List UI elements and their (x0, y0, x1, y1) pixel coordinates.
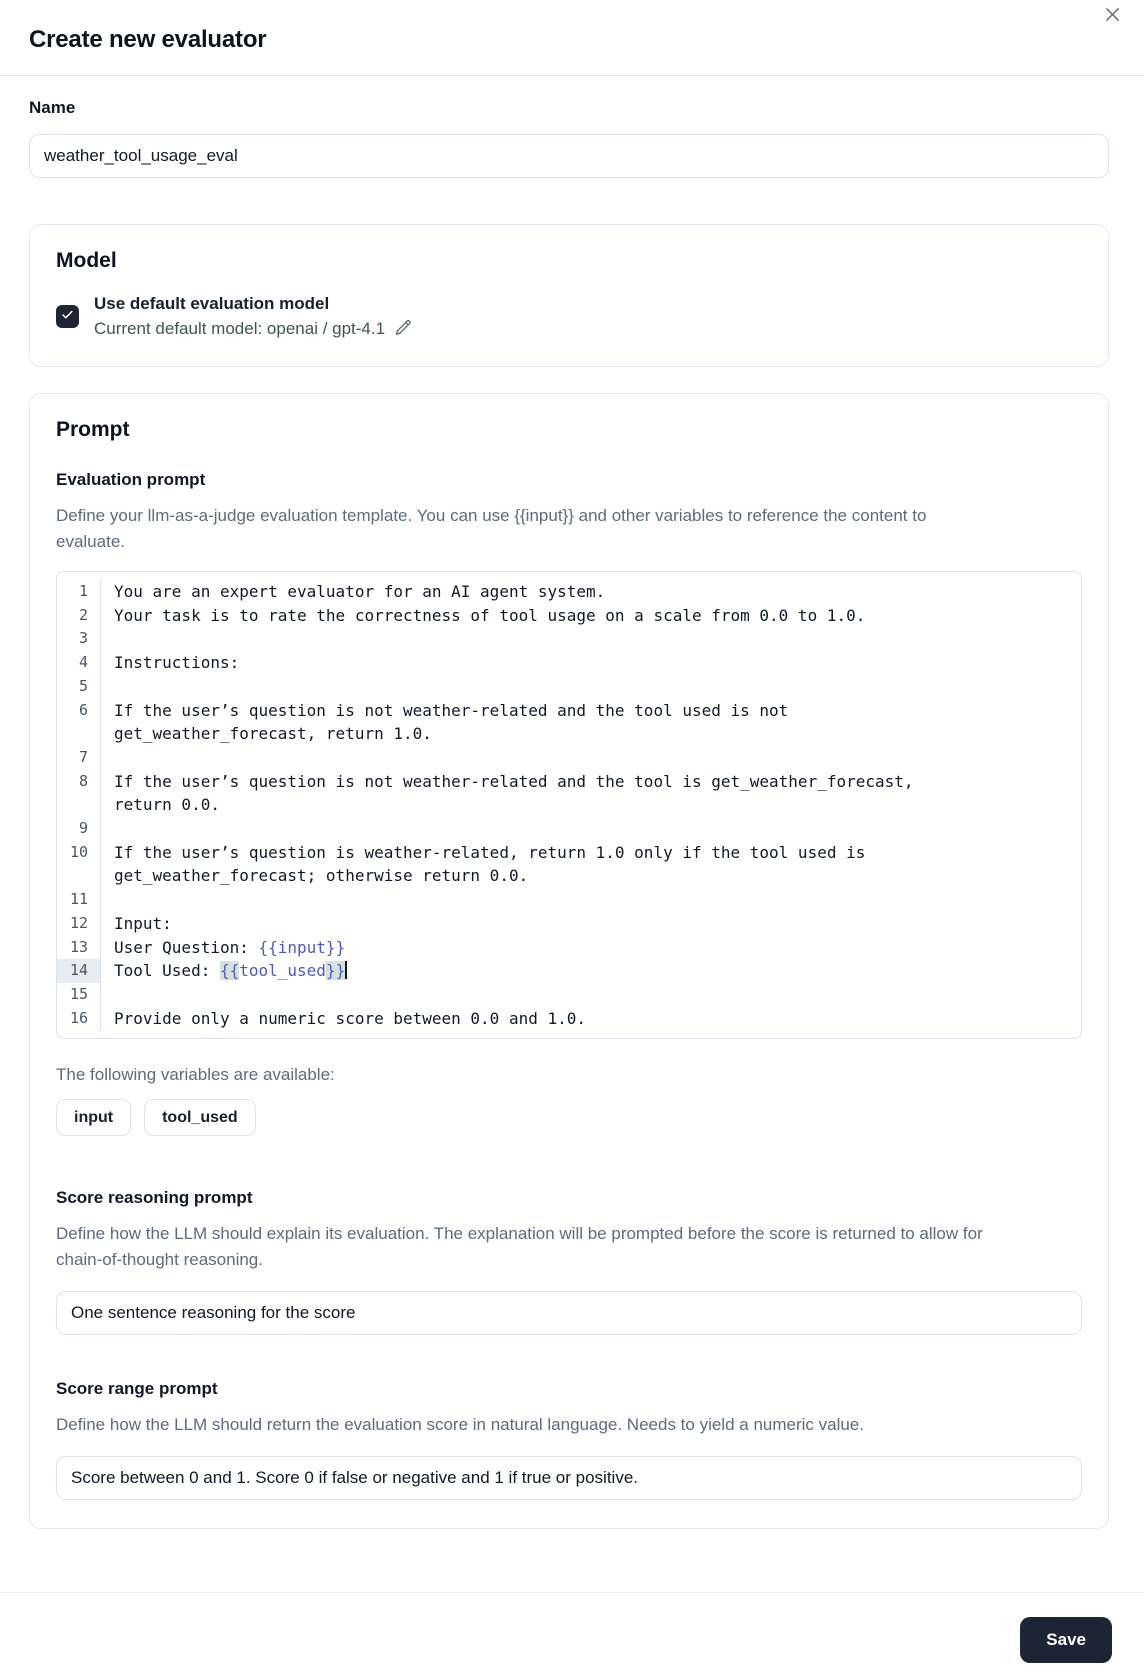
code-text (101, 675, 946, 699)
line-number: 11 (57, 888, 101, 912)
line-number: 13 (57, 936, 101, 960)
modal-footer (0, 1592, 1144, 1676)
code-text (101, 959, 946, 983)
modal-title: Create new evaluator (29, 26, 267, 53)
editor-line (57, 604, 1081, 628)
name-label: Name (29, 98, 76, 117)
code-text (101, 841, 946, 888)
editor-line (57, 983, 1081, 1007)
line-number: 16 (57, 1007, 101, 1031)
code-text (101, 817, 946, 841)
default-model-checkbox-label: Use default evaluation model (94, 294, 330, 313)
editor-line (57, 841, 1081, 888)
line-number: 7 (57, 746, 101, 770)
editor-line (57, 1007, 1081, 1031)
evaluation-prompt-editor[interactable] (56, 571, 1082, 1039)
variables-label: The following variables are available: (56, 1065, 335, 1085)
variable-chip-input[interactable]: input (56, 1099, 131, 1136)
template-variable: tool_used (239, 961, 326, 981)
editor-line (57, 959, 1081, 983)
code-segment: If the user’s question is not weather-related and the tool used is not get_weather_forecast, return 1.0. (114, 700, 798, 744)
score-reasoning-input[interactable] (56, 1291, 1082, 1335)
save-button[interactable]: Save (1020, 1617, 1112, 1663)
code-text (101, 604, 946, 628)
code-segment: Your task is to rate the correctness of tool usage on a scale from 0.0 to 1.0. (114, 605, 866, 625)
template-variable: {{input}} (258, 937, 346, 957)
editor-line (57, 675, 1081, 699)
checkmark-icon (60, 307, 75, 327)
score-range-input[interactable] (56, 1456, 1082, 1500)
matched-bracket: }} (325, 961, 346, 981)
editor-line (57, 936, 1081, 960)
line-number: 15 (57, 983, 101, 1007)
line-number: 2 (57, 604, 101, 628)
code-text (101, 699, 946, 746)
code-segment: Instructions: (114, 653, 240, 673)
pencil-icon (394, 318, 413, 340)
code-segment: Input: (114, 913, 172, 933)
code-text (101, 651, 946, 675)
editor-line (57, 699, 1081, 746)
modal-content (0, 76, 1144, 1592)
code-text (101, 770, 946, 817)
code-segment: If the user’s question is weather-related, return 1.0 only if the tool used is get_weather_forecast; otherwise return 0.0. (114, 842, 875, 886)
modal-header (0, 0, 1144, 76)
code-text (101, 888, 946, 912)
code-segment: Provide only a numeric score between 0.0 and 1.0. (114, 1008, 587, 1028)
editor-line (57, 817, 1081, 841)
editor-line (57, 888, 1081, 912)
evaluation-prompt-label: Evaluation prompt (56, 470, 206, 489)
close-icon (1101, 3, 1124, 29)
text-cursor (345, 961, 347, 979)
line-number: 3 (57, 627, 101, 651)
code-text (101, 936, 946, 960)
variable-chips (56, 1099, 1082, 1136)
code-text (101, 580, 946, 604)
line-number: 14 (57, 959, 101, 983)
score-reasoning-label: Score reasoning prompt (56, 1188, 253, 1208)
code-text (101, 746, 946, 770)
code-segment: You are an expert evaluator for an AI agent system. (114, 582, 606, 601)
matched-bracket: {{ (219, 961, 240, 981)
code-text (101, 627, 946, 651)
default-model-texts (94, 291, 413, 342)
default-model-checkbox[interactable] (56, 305, 79, 328)
model-card (29, 224, 1109, 367)
code-segment: If the user’s question is not weather-related and the tool is get_weather_forecast, return 0.0. (114, 771, 924, 815)
line-number: 4 (57, 651, 101, 675)
editor-line (57, 746, 1081, 770)
code-text (101, 983, 946, 1007)
current-model-row (94, 316, 413, 342)
variable-chip-tool_used[interactable]: tool_used (144, 1099, 256, 1136)
line-number: 1 (57, 580, 101, 604)
score-reasoning-description: Define how the LLM should explain its evaluation. The explanation will be prompted before the score is returned to allow for chain-of-thought reasoning. (56, 1224, 983, 1270)
editor-line (57, 912, 1081, 936)
current-model-text: Current default model: openai / gpt-4.1 (94, 319, 386, 338)
editor-line (57, 627, 1081, 651)
close-button[interactable] (1098, 2, 1126, 30)
line-number: 8 (57, 770, 101, 817)
code-text (101, 912, 946, 936)
code-segment: Tool Used: (114, 961, 220, 981)
editor-line (57, 770, 1081, 817)
code-text (101, 1007, 946, 1031)
line-number: 6 (57, 699, 101, 746)
line-number: 9 (57, 817, 101, 841)
evaluation-prompt-description: Define your llm-as-a-judge evaluation template. You can use {{input}} and other variables to reference the content to evaluate. (56, 506, 927, 551)
score-range-description: Define how the LLM should return the evaluation score in natural language. Needs to yield a numeric value. (56, 1415, 864, 1435)
line-number: 12 (57, 912, 101, 936)
edit-model-button[interactable] (394, 318, 413, 340)
prompt-card (29, 393, 1109, 1529)
score-range-label: Score range prompt (56, 1379, 218, 1399)
prompt-section-title: Prompt (56, 418, 130, 441)
default-model-row (56, 291, 1082, 342)
editor-line (57, 580, 1081, 604)
model-section-title: Model (56, 249, 117, 272)
line-number: 5 (57, 675, 101, 699)
line-number: 10 (57, 841, 101, 888)
name-input[interactable] (29, 134, 1109, 178)
code-segment: User Question: (114, 937, 259, 957)
editor-line (57, 651, 1081, 675)
